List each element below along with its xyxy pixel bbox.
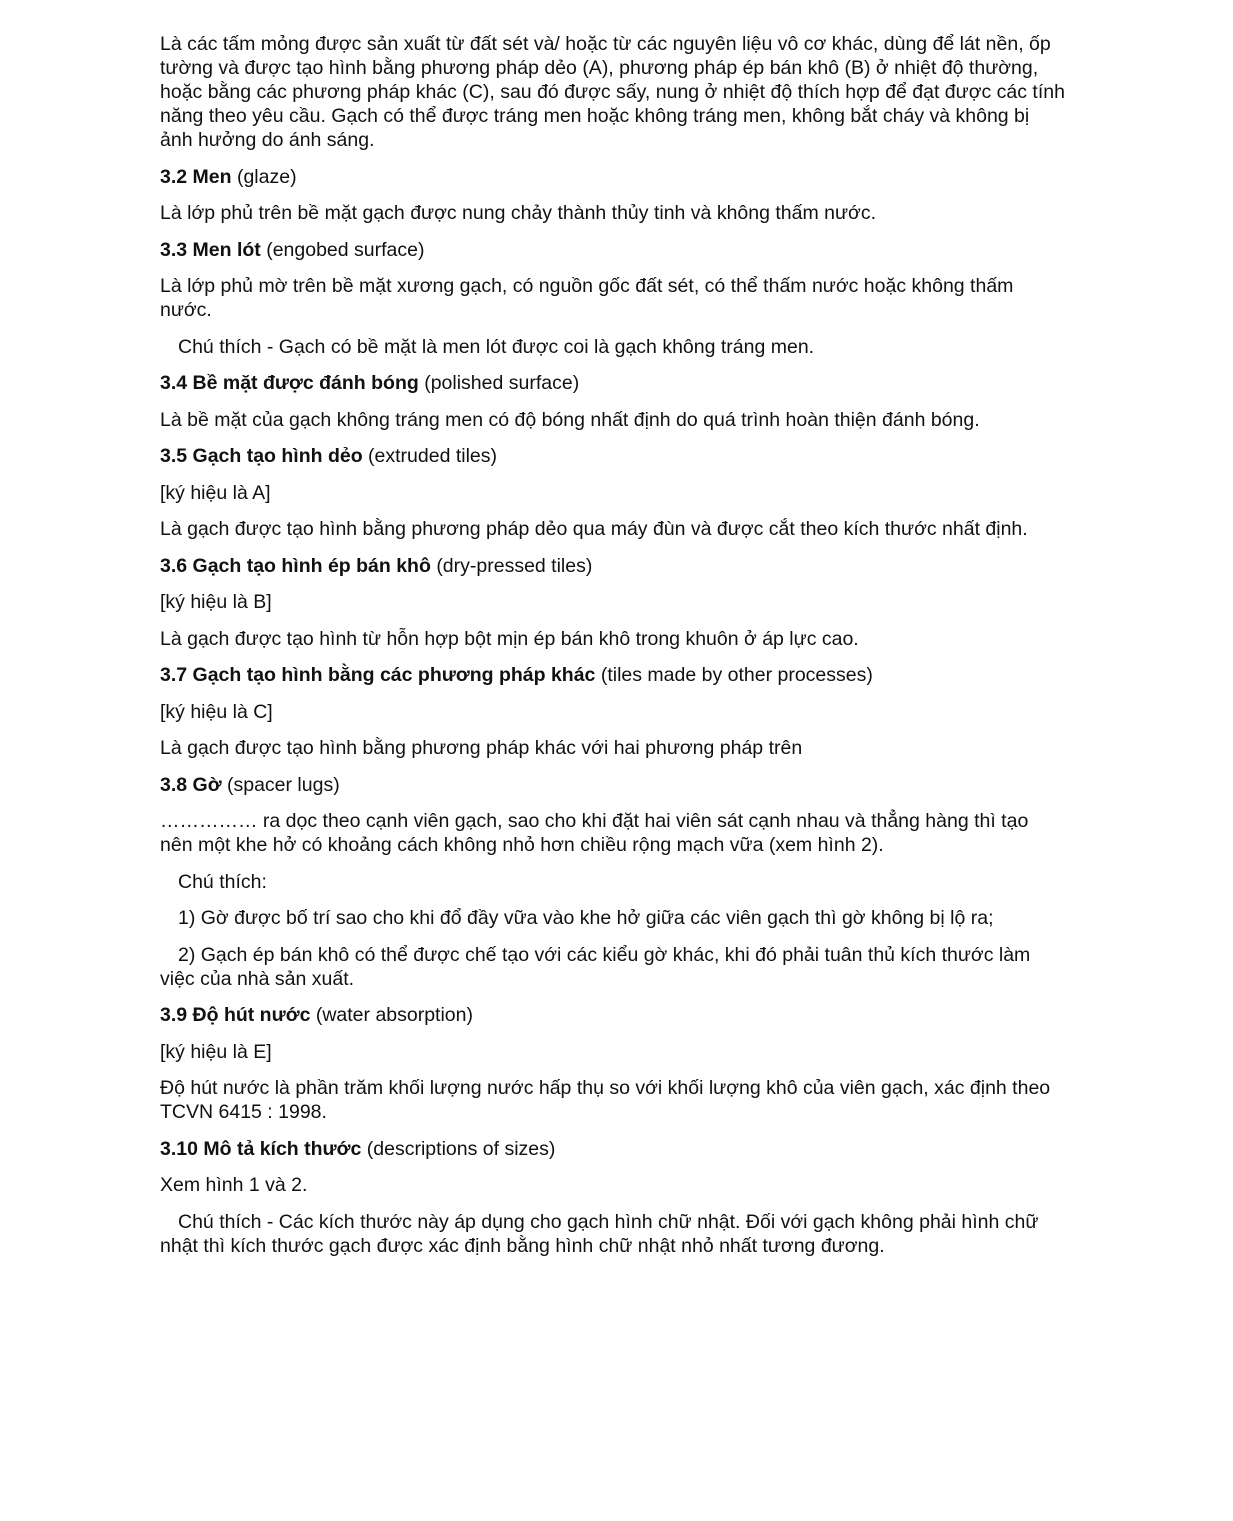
section-3-8-text: …………… ra dọc theo cạnh viên gạch, sao cho khi đặt hai viên sát cạnh nhau và thẳng hàng thì tạo nên một khe hở có khoảng cách không nhỏ hơn chiều rộng mạch vữa (xem hình 2). (160, 810, 1029, 856)
section-term-english: (dry-pressed tiles) (436, 554, 593, 577)
section-3-5-text: Là gạch được tạo hình bằng phương pháp dẻo qua máy đùn và được cắt theo kích thước nhất định. (160, 518, 1028, 540)
section-term: Men lót (192, 238, 261, 261)
section-3-9-symbol: [ký hiệu là E] (160, 1040, 272, 1063)
section-number: 3.6 (160, 554, 188, 577)
section-term: Gạch tạo hình ép bán khô (192, 554, 431, 577)
section-term-english: (glaze) (236, 165, 297, 188)
section-heading-3-7 (160, 663, 1065, 687)
section-3-10-note: Chú thích - Các kích thước này áp dụng cho gạch hình chữ nhật. Đối với gạch không phải hình chữ nhật thì kích thước gạch được xác định bằng hình chữ nhật nhỏ nhất tương đương. (160, 1210, 1039, 1257)
section-term: Gạch tạo hình bằng các phương pháp khác (192, 664, 596, 686)
section-3-7-text: Là gạch được tạo hình bằng phương pháp khác với hai phương pháp trên (160, 737, 803, 759)
section-heading-3-5 (160, 444, 1065, 468)
section-3-5-symbol: [ký hiệu là A] (160, 481, 271, 504)
section-term-english: (polished surface) (424, 372, 580, 394)
section-number: 3.8 (160, 773, 188, 796)
section-3-2-text: Là lớp phủ trên bề mặt gạch được nung chảy thành thủy tinh và không thấm nước. (160, 202, 876, 224)
section-number: 3.5 (160, 445, 188, 467)
section-3-9-text: Độ hút nước là phần trăm khối lượng nước hấp thụ so với khối lượng khô của viên gạch, xác định theo TCVN 6415 : 1998. (160, 1077, 1051, 1123)
section-heading-3-6 (160, 554, 1065, 578)
section-3-7-symbol: [ký hiệu là C] (160, 700, 273, 723)
section-number: 3.2 (160, 165, 188, 188)
section-3-3-text: Là lớp phủ mờ trên bề mặt xương gạch, có nguồn gốc đất sét, có thể thấm nước hoặc không thấm nước. (160, 275, 1014, 321)
document-page (160, 32, 1065, 1270)
section-number: 3.4 (160, 372, 188, 394)
section-term-english: (water absorption) (315, 1004, 473, 1026)
section-term: Gạch tạo hình dẻo (192, 445, 363, 467)
section-term-english: (spacer lugs) (226, 773, 340, 796)
section-term: Men (192, 165, 232, 188)
section-number: 3.7 (160, 664, 188, 686)
section-term-english: (descriptions of sizes) (366, 1137, 556, 1160)
section-term-english: (extruded tiles) (368, 445, 498, 467)
section-3-8-note-label: Chú thích: (178, 870, 267, 893)
section-heading-3-9 (160, 1003, 1065, 1027)
section-term-english: (engobed surface) (266, 238, 425, 261)
section-number: 3.3 (160, 238, 188, 261)
section-3-10-text: Xem hình 1 và 2. (160, 1174, 308, 1196)
section-heading-3-4 (160, 371, 1065, 395)
section-3-8-note-2: 2) Gạch ép bán khô có thể được chế tạo với các kiểu gờ khác, khi đó phải tuân thủ kích thước làm việc của nhà sản xuất. (160, 943, 1031, 990)
section-heading-3-3 (160, 238, 1065, 262)
section-term: Bề mặt được đánh bóng (192, 372, 419, 394)
section-3-4-text: Là bề mặt của gạch không tráng men có độ bóng nhất định do quá trình hoàn thiện đánh bóng. (160, 408, 980, 431)
section-heading-3-2 (160, 165, 1065, 189)
section-heading-3-8 (160, 773, 1065, 797)
section-3-6-symbol: [ký hiệu là B] (160, 591, 272, 613)
section-term: Mô tả kích thước (203, 1137, 362, 1160)
section-number: 3.10 (160, 1137, 198, 1160)
section-3-6-text: Là gạch được tạo hình từ hỗn hợp bột mịn ép bán khô trong khuôn ở áp lực cao. (160, 627, 859, 650)
section-3-8-note-1: 1) Gờ được bố trí sao cho khi đổ đầy vữa vào khe hở giữa các viên gạch thì gờ không bị lộ ra; (178, 907, 994, 929)
section-heading-3-10 (160, 1137, 1065, 1161)
section-term-english: (tiles made by other processes) (600, 664, 873, 686)
section-term: Gờ (192, 773, 222, 796)
intro-paragraph: Là các tấm mỏng được sản xuất từ đất sét và/ hoặc từ các nguyên liệu vô cơ khác, dùng để lát nền, ốp tường và được tạo hình bằng phương pháp dẻo (A), phương pháp ép bán khô (B) ở nhiệt độ thường, hoặc bằng các phương pháp khác (C), sau đó được sấy, nung ở nhiệt độ thích hợp để đạt được các tính năng theo yêu cầu. Gạch có thể được tráng men hoặc không tráng men, không bắt cháy và không bị ảnh hưởng do ánh sáng. (160, 33, 1065, 151)
section-3-3-note: Chú thích - Gạch có bề mặt là men lót được coi là gạch không tráng men. (178, 335, 815, 358)
section-number: 3.9 (160, 1004, 188, 1026)
section-term: Độ hút nước (192, 1004, 311, 1026)
